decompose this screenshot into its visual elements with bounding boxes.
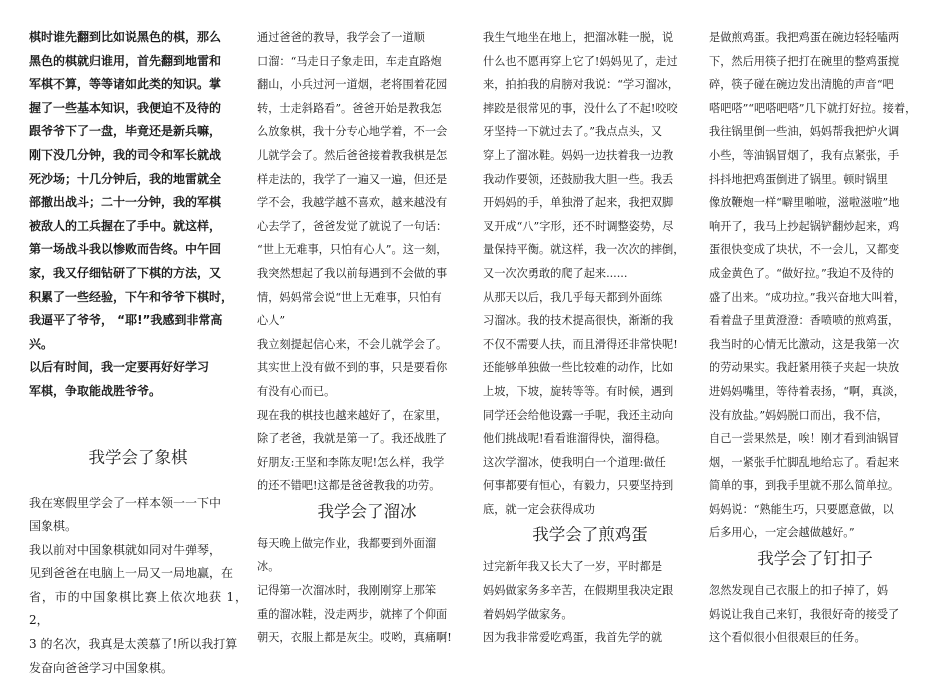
paragraph: 忽然发现自己衣服上的扣子掉了，妈 妈说让我自己来钉，我很好奇的接受了 这个看似很小但很艰巨的任务。	[709, 584, 900, 645]
column-4	[709, 26, 921, 650]
paragraph: 通过爸爸的教导，我学会了一道顺 口溜：“马走日子象走田，车走直路炮 翻山，小兵过河一道烟，老将围着花园 转，士走斜路看”。爸爸开始是教我怎 么放象棋，我十分专心地学着，不一会 儿就学会了。然后爸爸接着教我棋是怎 样走法的，我学了一遍又一遍，但还是 学不会，我越学越不喜欢，越来越没有 心去学了，爸爸发觉了就说了一句话： “世上无难事，只怕有心人”。这一刻， 我突然想起了我以前每遇到不会做的事 情，妈妈常会说“世上无难事，只怕有 心人”	[257, 31, 448, 328]
column-2	[257, 26, 477, 650]
column-3	[483, 26, 697, 650]
paragraph: 因为我非常爱吃鸡蛋，我首先学的就	[483, 631, 663, 645]
column-1	[29, 26, 247, 680]
essay-title: 我学会了煎鸡蛋	[532, 525, 648, 545]
paragraph: 过完新年我又长大了一岁，平时都是 妈妈做家务多辛苦，在假期里我决定跟 着妈妈学做家务。	[483, 560, 674, 621]
essay-title: 我学会了溜冰	[317, 501, 417, 521]
paragraph: 现在我的棋技也越来越好了，在家里， 除了老爸，我就是第一了。我还战胜了 好朋友:王坚和李陈友呢!怎么样，我学 的还不错吧!这都是爸爸教我的功劳。	[257, 408, 448, 493]
essay-title: 我学会了象棋	[88, 447, 188, 467]
paragraph: 我以前对中国象棋就如同对牛弹琴， 见到爸爸在电脑上一局又一局地赢，在 省，市的中国象棋比赛上依次地获 1，2， 3 的名次，我真是太羡慕了!所以我打算 发奋向爸爸学习中国象棋。	[29, 542, 247, 675]
paragraph: 从那天以后，我几乎每天都到外面练 习溜冰。我的技术提高很快，渐渐的我 不仅不需要人扶，而且滑得还非常快呢! 还能够单独做一些比较难的动作，比如 上坡，下坡，旋转等等。有时候，遇到 同学还会给他设露一手呢，我还主动向 他们挑战呢!看看谁溜得快，溜得稳。	[483, 290, 678, 446]
paragraph: 我立刻提起信心来，不会儿就学会了。 其实世上没有做不到的事，只是要看你 有没有心而已。	[257, 337, 448, 398]
paragraph: 以后有时间，我一定要再好好学习 军棋，争取能战胜爷爷。	[29, 360, 210, 398]
paragraph: 我生气地坐在地上，把溜冰鞋一脱，说 什么也不愿再穿上它了!妈妈见了，走过 来，拍拍我的肩膀对我说：“学习溜冰， 摔跤是很常见的事，没什么了不起!咬咬 牙坚持一下就过去了。”我点点头，又 穿上了溜冰鞋。妈妈一边扶着我一边教 我动作要领，还鼓励我大胆一些。我丢 开妈妈的手，单独滑了起来，我把双脚 叉开成“八”字形，还不时调整姿势，尽 量保持平衡。就这样，我一次次的摔倒， 又一次次勇敢的爬了起来......	[483, 31, 685, 280]
paragraph: 是做煎鸡蛋。我把鸡蛋在碗边轻轻嗑两 下，然后用筷子把打在碗里的整鸡蛋搅 碎，筷子碰在碗边发出清脆的声音“吧 嗒吧嗒”“吧嗒吧嗒”几下就打好拉。接着， 我往锅里倒一些油，妈妈帮我把炉火调 小些，等油锅冒烟了，我有点紧张，手 抖抖地把鸡蛋倒进了锅里。顿时锅里 像放鞭炮一样“噼里啪啦，滋啦滋啦”地 响开了，我马上抄起锅铲翻炒起来，鸡 蛋很快变成了块状，不一会儿，又都变 成金黄色了。“做好拉。”我迫不及待的 盛了出来。“成功拉。”我兴奋地大叫着， 看着盘子里黄澄澄：香喷喷的煎鸡蛋， 我当时的心情无比激动，这是我第一次 的劳动果实。我赶紧用筷子夹起一块放 进妈妈嘴里，等待着表扬，“啊，真淡， 没有放盐。”妈妈脱口而出，我不信， 自己一尝果然是，唉！刚才看到油锅冒 烟，一紧张手忙脚乱地给忘了。看起来 简单的事，到我手里就不那么简单拉。 妈妈说：“熟能生巧，只要愿意做，以 后多用心，一定会越做越好。”	[709, 31, 917, 540]
paragraph: 棋时谁先翻到比如说黑色的棋，那么 黑色的棋就归谁用，首先翻到地雷和 军棋不算，等等诸如此类的知识。掌 握了一些基本知识，我便迫不及待的 跟爷爷下了一盘，毕竟还是新兵嘛， 刚下没几分钟，我的司令和军长就战 死沙场；十几分钟后，我的地雷就全 部撤出战斗；二十一分钟，我的军棋 被敌人的工兵握在了手中。就这样， 第一场战斗我以惨败而告终。中午回 家，我又仔细钻研了下棋的方法，又 积累了一些经验，下午和爷爷下棋时， 我逼平了爷爷， “耶!”我感到非常高 兴。	[29, 30, 234, 351]
paragraph: 每天晚上做完作业，我都要到外面溜 冰。	[257, 536, 437, 574]
paragraph: 记得第一次溜冰时，我刚刚穿上那笨 重的溜冰鞋，没走两步，就摔了个仰面 朝天，衣服上都是灰尘。哎哟，真痛啊!	[257, 584, 452, 645]
paragraph: 这次学溜冰，使我明白一个道理:做任 何事都要有恒心，有毅力，只要坚持到 底，就一定会获得成功	[483, 455, 674, 516]
essay-title: 我学会了钉扣子	[757, 549, 873, 569]
paragraph: 我在寒假里学会了一样本领一一下中 国象棋。	[29, 495, 222, 534]
